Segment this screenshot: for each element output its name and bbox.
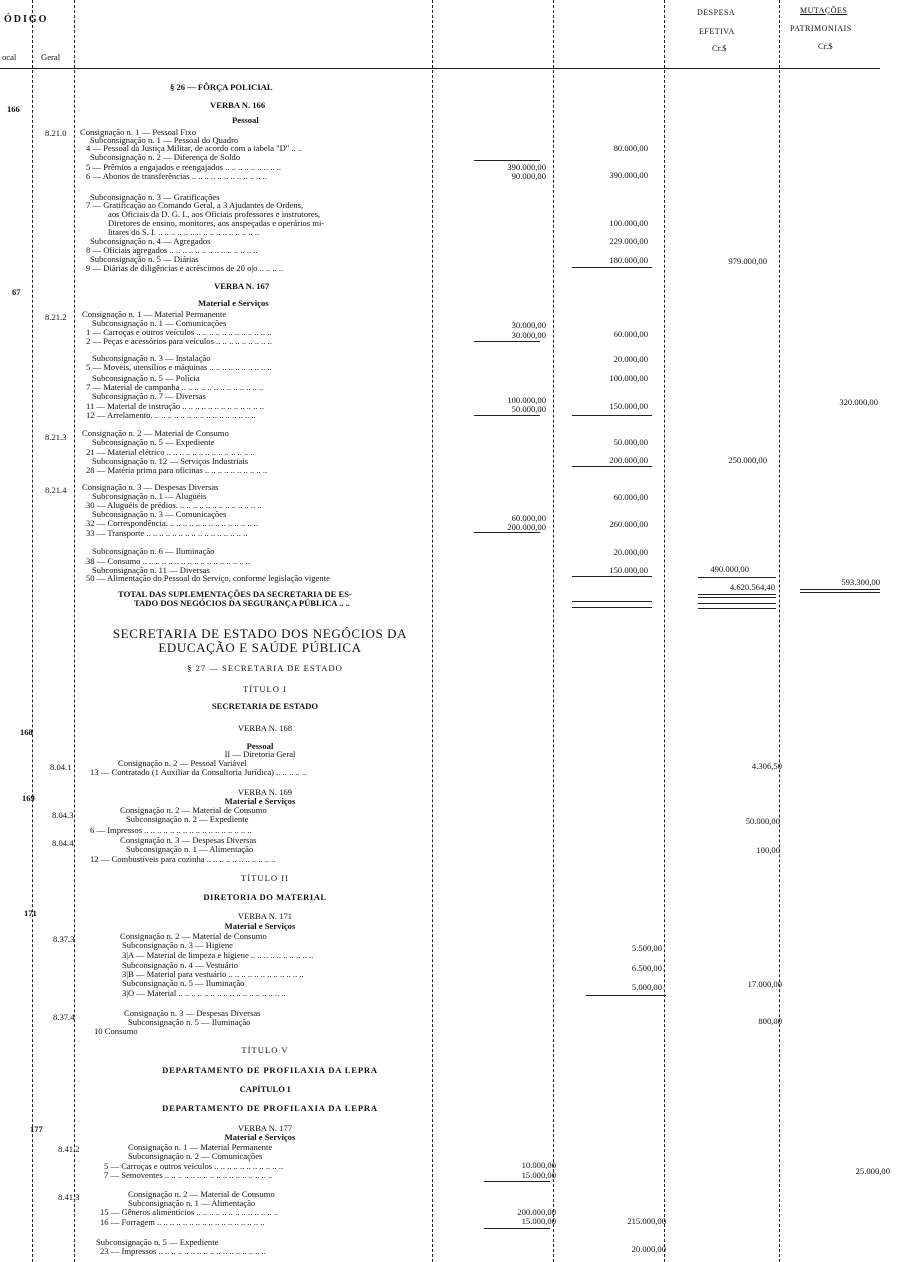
amount: 80.000,00 [613,143,648,153]
secretaria-title: SECRETARIA DE ESTADO DOS NEGÓCIOS DA [112,626,408,641]
verba-heading: VERBA N. 171 [237,911,293,921]
total-label: TOTAL DAS SUPLEMENTAÇÕES DA SECRETARIA DE ES- [118,589,352,599]
section-title: § 27 — SECRETARIA DE ESTADO [187,663,343,673]
titulo-heading: TÍTULO II [241,873,289,883]
amount: 215.000,00 [627,1216,666,1226]
text-line: Subconsignação n. 3 — Gratificações [90,192,220,202]
text-line: Consignação n. 2 — Material de Consumo [120,931,267,941]
text-line: Subconsignação n. 6 — Iluminação [92,546,215,556]
subsection-heading: DEPARTAMENTO DE PROFILAXIA DA LEPRA [162,1103,378,1113]
group-heading: Material e Serviços [198,298,269,308]
text-line: Consignação n. 3 — Despesas Diversas [124,1008,261,1018]
text-line: 7 — Gratificação ao Comando Geral, a 3 Ajudantes de Ordens, [86,200,304,210]
text-line: Subconsignação n. 5 — Expediente [92,437,215,447]
text-line: 5 — Moveis, utensílios e máquinas .. .. .. .. .. .. .. .. .. .. [86,362,272,372]
subsection-heading: SECRETARIA DE ESTADO [211,701,319,711]
amount: 200.000,00 [507,522,546,532]
sum-rule [474,160,540,161]
titulo-heading: TÍTULO I [242,684,288,694]
amount: 6.500,00 [631,963,662,973]
total-rule [698,597,776,598]
total-label: TADO DOS NEGÓCIOS DA SEGURANÇA PÚBLICA .. .. [134,598,350,608]
amount: 90.000,00 [511,171,546,181]
sum-rule [484,1228,550,1229]
group-heading: Pessoal [232,115,259,125]
text-line: 12 — Combustíveis para cozinha .. .. .. .. .. .. .. .. .. .. .. [90,854,276,864]
text-line: Consignação n. 2 — Pessoal Variável [118,758,247,768]
amount: 490.000,00 [710,564,749,574]
codigo-header: ÓDIGO [4,14,49,25]
text-line: 32 — Correspondência. .. .. .. .. .. .. .. .. .. .. .. .. .. .. [86,518,259,528]
text-line: Subconsignação n. 4 — Vestuário [122,960,239,970]
text-line: 50 — Alimentação do Pessoal do Serviço, conforme legislação vigente [86,573,330,583]
amount: 390.000,00 [507,162,546,172]
code-label: 8.21.2 [45,312,67,322]
text-line: Subconsignação n. 5 — Diárias [90,254,199,264]
sum-rule [474,415,540,416]
amount: 250.000,00 [728,455,767,465]
code-label: 8.41.3 [58,1192,80,1202]
text-line: Subconsignação n. 3 — Comunicações [92,509,227,519]
amount: 50.000,00 [511,404,546,414]
amount: 100.000,00 [609,373,648,383]
text-line: Subconsignação n. 11 — Diversas [92,565,210,575]
total-rule [800,589,880,590]
sum-rule [572,415,652,416]
secretaria-title: EDUCAÇÃO E SAÚDE PÚBLICA [158,640,362,655]
amount: 5.500,00 [631,943,662,953]
sum-rule [484,1181,550,1182]
section-title: § 26 — FÔRÇA POLICIAL [170,82,273,92]
text-line: Subconsignação n. 1 — Aluguéis [92,491,207,501]
code-label: 8.37.3 [53,934,75,944]
code-label: 8.21.3 [45,432,67,442]
amount: 5.000,00 [631,982,662,992]
text-line: 21 — Material elétrico .. .. .. .. .. .. .. .. .. .. .. .. .. .. [86,447,255,457]
text-line: Consignação n. 1 — Material Permanente [128,1142,273,1152]
amount: 800,00 [758,1016,782,1026]
amount: 150.000,00 [609,401,648,411]
amount: 60.000,00 [613,492,648,502]
column-rule [432,0,433,1262]
verba-code: 67 [12,287,21,297]
text-line: 30 — Aluguéis de prédios. .. .. .. .. .. .. .. .. .. .. .. .. .. [86,500,262,510]
column-rule [74,0,75,1262]
amount: 320.000,00 [839,397,878,407]
amount: 20.000,00 [631,1244,666,1254]
amount: 17.000,00 [747,979,782,989]
total-amount: 4.620.564,40 [729,582,775,592]
text-line: 10 Consumo [94,1026,138,1036]
chapter-heading: CAPÍTULO I [239,1084,291,1094]
amount: 200.000,00 [609,455,648,465]
text-line: 11 — Material de instrução .. .. .. .. .. .. .. .. .. .. .. .. .. [86,401,264,411]
text-line: 12 — Arrelamento. .. .. .. .. .. .. .. .. .. .. .. .. .. .. .. .. [86,410,256,420]
text-line: Consignação n. 3 — Despesas Diversas [82,482,219,492]
text-line: Subconsignação n. 3 — Instalação [92,353,211,363]
amount: 15.000,00 [521,1170,556,1180]
text-line: litares do S. I. .. .. .. .. .. .. .. .. .. .. .. .. .. .. .. .. [108,227,260,237]
text-line: 5 — Prêmios a engajados e reengajados .. .. .. .. .. .. .. .. .. [86,162,281,172]
section-rule [698,603,776,604]
amount: 260.000,00 [609,519,648,529]
text-line: Subconsignação n. 3 — Higiene [122,940,233,950]
amount: 20.000,00 [613,547,648,557]
total-rule [800,592,880,593]
text-line: Subconsignação n. 5 — Polícia [92,373,200,383]
local-header: ocal [2,52,17,62]
text-line: Subconsignação n. 1 — Alimentação [126,844,254,854]
verba-heading: VERBA N. 177 [237,1123,293,1133]
text-line: Diretores de ensino, monitores, aos anspeçadas e operários mi- [108,218,325,228]
group-heading: Material e Serviços [224,921,296,931]
text-line: Subconsignação n. 1 — Pessoal do Quadro [90,135,239,145]
amount: 100.000,00 [609,218,648,228]
total-rule [698,594,776,595]
text-line: Subconsignação n. 2 — Expediente [126,814,249,824]
text-line: Subconsignação n. 7 — Diversas [92,391,206,401]
verba-heading: VERBA N. 166 [210,100,266,110]
sum-rule [698,577,776,578]
amount: 150.000,00 [609,565,648,575]
text-line: 23 — Impressos .. .. .. .. .. .. .. .. .. .. .. .. .. .. .. .. .. [100,1246,266,1256]
verba-code: 177 [30,1124,43,1134]
titulo-heading: TÍTULO V [241,1045,289,1055]
amount: 50.000,00 [745,816,780,826]
text-line: Consignação n. 2 — Material de Consumo [128,1189,275,1199]
amount: 4.306,50 [751,761,782,771]
section-rule [572,607,652,608]
amount: 979.000,00 [728,256,767,266]
amount: 50.000,00 [613,437,648,447]
text-line: Subconsignação n. 5 — Iluminação [122,978,245,988]
verba-heading: VERBA N. 169 [237,787,293,797]
amount: 30.000,00 [511,320,546,330]
section-rule [698,608,776,609]
group-heading: Pessoal [246,741,274,751]
text-line: 2 — Peças e acessórios para veículos .. .. .. .. .. .. .. .. .. [86,336,272,346]
amount: 60.000,00 [511,513,546,523]
amount: 25.000,00 [855,1166,890,1176]
text-line: 3|A — Material de limpeza e higiene .. .. .. .. .. .. .. .. .. .. [122,950,314,960]
column-rule [553,0,554,1262]
amount: 60.000,00 [613,329,648,339]
code-label: 8.21.0 [45,128,67,138]
text-line: Subconsignação n. 5 — Expediente [96,1237,219,1247]
code-label: 8.21.4 [45,485,67,495]
text-line: 4 — Pessoal da Justiça Militar, de acordo com a tabela "D" .. .. [86,143,303,153]
sum-rule [474,532,540,533]
verba-heading: VERBA N. 168 [237,723,293,733]
amount: 100.000,00 [507,395,546,405]
verba-code: 171 [24,908,37,918]
text-line: 16 — Forragem .. .. .. .. .. .. .. .. .. .. .. .. .. .. .. .. .. [100,1217,265,1227]
text-line: Subconsignação n. 5 — Iluminação [128,1017,251,1027]
text-line: 1 — Carroças e outros veículos .. .. .. .. .. .. .. .. .. .. .. .. [86,327,272,337]
sum-rule [572,267,652,268]
amount: 20.000,00 [613,354,648,364]
amount: 200.000,00 [517,1207,556,1217]
verba-code: 168 [20,727,33,737]
text-line: Consignação n. 1 — Material Permanente [82,309,227,319]
efetiva-header: EFETIVA [699,27,735,36]
section-rule [572,601,652,602]
text-line: 6 — Impressos .. .. .. .. .. .. .. .. .. .. .. .. .. .. .. .. .. [90,825,252,835]
text-line: 7 — Semoventes .. .. .. .. .. .. .. .. .. .. .. .. .. .. .. .. .. [104,1170,273,1180]
text-line: Consignação n. 2 — Material de Consumo [82,428,229,438]
text-line: aos Oficiais da D. G. I., aos Oficiais professores e instrutores, [108,209,321,219]
text-line: Subconsignação n. 2 — Diferença de Soldo [90,152,241,162]
code-label: 8.04.1 [50,762,72,772]
code-label: 8.41.2 [58,1144,80,1154]
text-line: 38 — Consumo .. .. .. .. .. .. .. .. .. .. .. .. .. .. .. .. .. [86,556,251,566]
column-rule [664,0,665,1262]
sum-rule [572,576,652,577]
column-rule [779,0,780,1262]
text-line: 9 — Diárias de diligências e acréscimos de 20 o|o .. .. .. .. [86,263,284,273]
patrimoniais-header: PATRIMONIAIS [790,24,852,33]
text-line: 15 — Gêneros alimentícios .. .. .. .. .. .. .. .. .. .. .. .. .. [100,1207,279,1217]
amount: 229.000,00 [609,236,648,246]
sum-rule [586,995,666,996]
code-label: 8.04.3 [52,810,74,820]
text-line: Consignação n. 1 — Pessoal Fixo [80,127,197,137]
text-line: 13 — Contratado (1 Auxiliar da Consultoria Jurídica) .. .. .. .. .. [90,767,307,777]
amount: 30.000,00 [511,330,546,340]
text-line: Subconsignação n. 12 — Serviços Industriais [92,456,249,466]
cr-header-1: Cr.$ [712,43,727,53]
amount: 180.000,00 [609,255,648,265]
text-line: Subconsignação n. 1 — Comunicações [92,318,227,328]
cr-header-2: Cr.$ [818,41,833,51]
verba-heading: VERBA N. 167 [214,281,270,291]
amount: 390.000,00 [609,170,648,180]
code-label: 8.04.4 [52,838,74,848]
mutacoes-header: MUTAÇÕES [800,6,848,15]
subsection-heading: DEPARTAMENTO DE PROFILAXIA DA LEPRA [162,1065,378,1075]
text-line: Consignação n. 3 — Despesas Diversas [120,835,257,845]
text-line: 33 — Transporte .. .. .. .. .. .. .. .. .. .. .. .. .. .. .. .. [86,528,248,538]
column-rule [32,0,33,1262]
text-line: 6 — Abonos de transferências .. .. .. .. .. .. .. .. .. .. .. .. [86,171,267,181]
text-line: 28 — Matéria prima para oficinas .. .. .. .. .. .. .. .. .. .. [86,465,268,475]
text-line: II — Diretoria Geral [224,749,296,759]
text-line: 8 — Oficiais agregados .. .. .. .. .. .. .. .. .. .. .. .. .. .. [86,245,258,255]
despesa-header: DESPESA [697,8,736,17]
subsection-heading: DIRETORIA DO MATERIAL [203,892,327,902]
text-line: 3|B — Material para vestuário .. .. .. .. .. .. .. .. .. .. .. .. [122,969,304,979]
verba-code: 166 [7,104,20,114]
group-heading: Material e Serviços [224,796,296,806]
code-label: 8.37.4 [53,1012,75,1022]
group-heading: Material e Serviços [224,1132,296,1142]
amount: 10.000,00 [521,1160,556,1170]
total-amount: 593.300,00 [841,577,880,587]
verba-code: 169 [22,793,35,803]
text-line: 5 — Carroças e outros veículos .. .. .. .. .. .. .. .. .. .. .. [104,1161,284,1171]
amount: 15.000,00 [521,1216,556,1226]
text-line: Subconsignação n. 2 — Comunicações [128,1151,263,1161]
header-rule [0,68,880,69]
text-line: Consignação n. 2 — Material de Consumo [120,805,267,815]
text-line: Subconsignação n. 1 — Alimentação [128,1198,256,1208]
amount: 100,00 [756,845,780,855]
sum-rule [474,341,540,342]
text-line: Subconsignação n. 4 — Agregados [90,236,211,246]
text-line: 3|O — Material .. .. .. .. .. .. .. .. .. .. .. .. .. .. .. .. .. [122,988,286,998]
text-line: 7 — Material de campanha .. .. .. .. .. .. .. .. .. .. .. .. .. [86,382,264,392]
geral-header: Geral [41,52,61,62]
sum-rule [572,466,652,467]
